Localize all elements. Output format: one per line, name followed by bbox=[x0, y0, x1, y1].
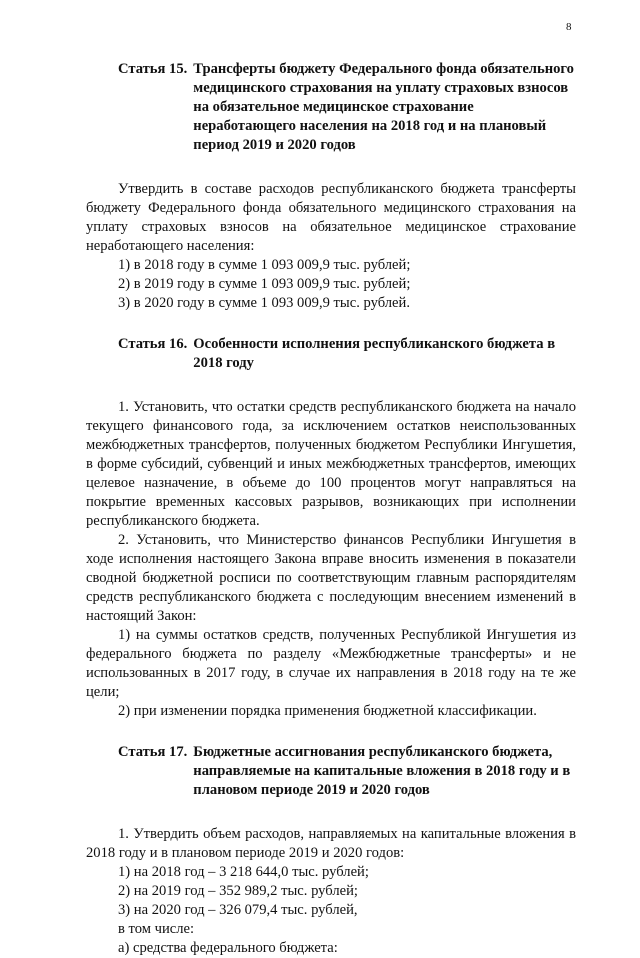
article-16-label: Статья 16. bbox=[118, 336, 188, 352]
article-15-title: Трансферты бюджету Федерального фонда обязательного медицинского страхования на уплату страховых взносов на обязательное медицинское страхование неработающего населения на 2018 год и на плановый период 2019 и 2020 годов bbox=[193, 61, 574, 153]
article-15-label: Статья 15. bbox=[118, 61, 188, 77]
article-15-item-2: 2) в 2019 году в сумме 1 093 009,9 тыс. рублей; bbox=[118, 276, 411, 292]
article-16-heading bbox=[86, 335, 576, 373]
article-17-title: Бюджетные ассигнования республиканского бюджета, направляемые на капитальные вложения в 2018 году и в плановом периоде 2019 и 2020 годов bbox=[193, 744, 571, 798]
document-body bbox=[86, 60, 576, 958]
article-16-paragraph-1: 1. Установить, что остатки средств республиканского бюджета на начало текущего финансового года, за исключением остатков неиспользованных межбюджетных трансфертов, полученных бюджетом Республики Ингушетия, в форме субсидий, субвенций и иных межбюджетных трансфертов, имеющих целевое назначение, в объеме до 100 процентов могут направляться на покрытие временных кассовых разрывов, возникающих при исполнении республиканского бюджета. bbox=[86, 399, 576, 529]
article-17-heading bbox=[86, 743, 576, 800]
article-17-item-1: 1) на 2018 год – 3 218 644,0 тыс. рублей; bbox=[118, 864, 369, 880]
article-17-item-3: 3) на 2020 год – 326 079,4 тыс. рублей, bbox=[118, 902, 358, 918]
article-16-item-2: 2) при изменении порядка применения бюджетной классификации. bbox=[118, 703, 537, 719]
article-17-item-2: 2) на 2019 год – 352 989,2 тыс. рублей; bbox=[118, 883, 358, 899]
article-15-item-3: 3) в 2020 году в сумме 1 093 009,9 тыс. рублей. bbox=[118, 295, 410, 311]
page-number: 8 bbox=[566, 21, 572, 33]
article-17-including: в том числе: bbox=[118, 921, 195, 937]
article-17-subitem-a: а) средства федерального бюджета: bbox=[118, 940, 338, 956]
article-17-paragraph-1: 1. Утвердить объем расходов, направляемых на капитальные вложения в 2018 году и в плановом периоде 2019 и 2020 годов: bbox=[86, 826, 576, 861]
article-15-heading bbox=[86, 60, 576, 155]
article-16-title: Особенности исполнения республиканского бюджета в 2018 году bbox=[193, 336, 556, 371]
article-16-paragraph-2: 2. Установить, что Министерство финансов Республики Ингушетия в ходе исполнения настоящего Закона вправе вносить изменения в показатели сводной бюджетной росписи по соответствующим главным распорядителям средств республиканского бюджета с последующим внесением изменений в настоящий Закон: bbox=[86, 532, 576, 624]
article-16-item-1: 1) на суммы остатков средств, полученных Республикой Ингушетия из федерального бюджета по разделу «Межбюджетные трансферты» и не использованных в 2017 году, в случае их направления в 2018 году на те же цели; bbox=[86, 627, 576, 700]
article-17-label: Статья 17. bbox=[118, 744, 188, 760]
article-15-intro: Утвердить в составе расходов республиканского бюджета трансферты бюджету Федерального фонда обязательного медицинского страхования на уплату страховых взносов на обязательное медицинское страхование неработающего населения: bbox=[86, 181, 576, 254]
article-15-item-1: 1) в 2018 году в сумме 1 093 009,9 тыс. рублей; bbox=[118, 257, 411, 273]
